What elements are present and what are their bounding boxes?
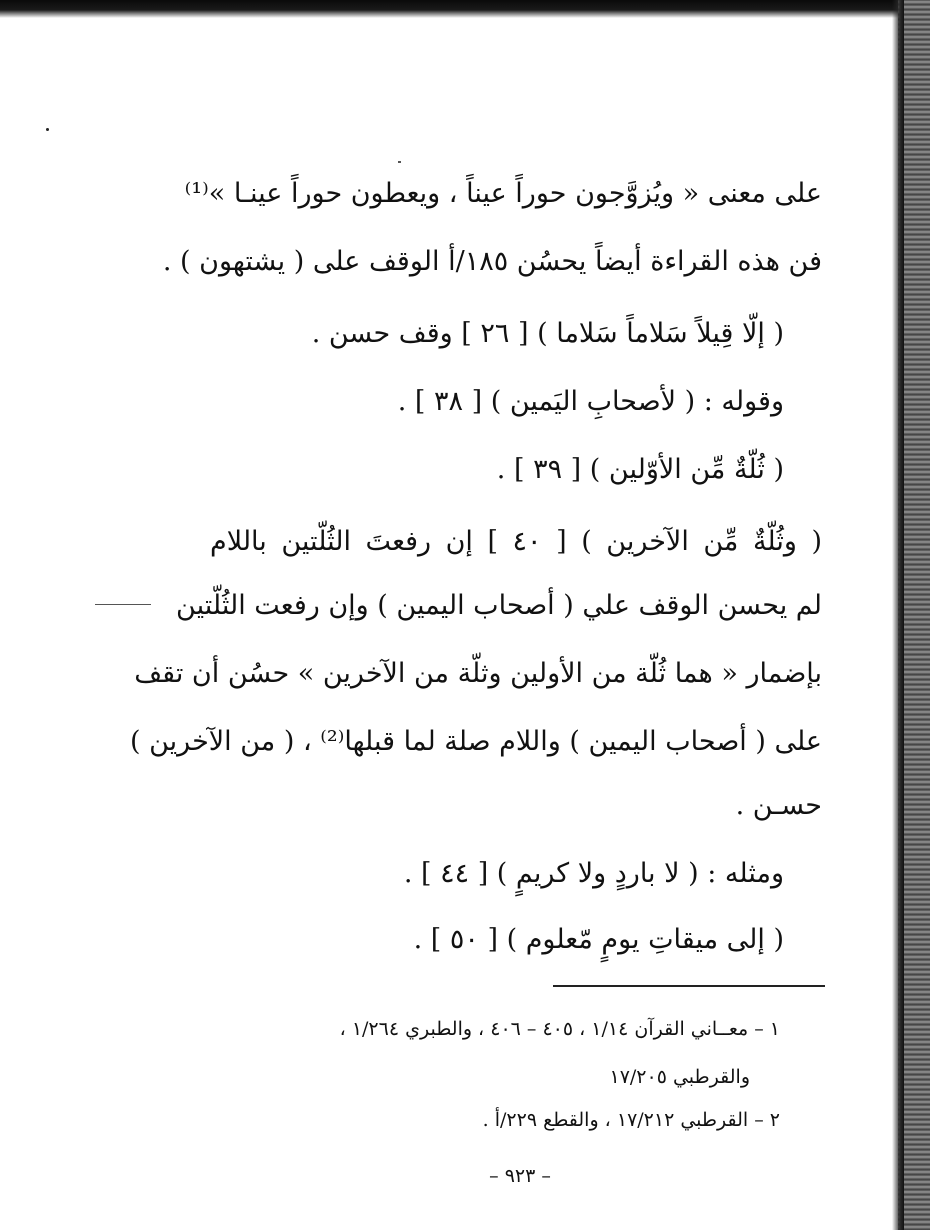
body-line-10: حسـن . [735,790,822,821]
body-line-12: ( إلى ميقاتِ يومٍ مّعلوم ) [ ٥٠ ] . [413,924,784,955]
footnote-1-continued: والقرطبي ١٧/٢٠٥ [609,1066,750,1088]
footnote-2: ٢ – القرطبي ١٧/٢١٢ ، والقطع ٢٢٩/أ . [482,1109,780,1131]
body-line-6: ( وثُلّةٌ مِّن الآخرين ) [ ٤٠ ] إن رفعتَ الثُلّتين باللام [210,526,822,557]
footnote-separator [553,985,825,987]
body-line-2: فن هذه القراءة أيضاً يحسُن ١٨٥/أ الوقف على ( يشتهون ) . [162,246,822,277]
body-line-7: لم يحسن الوقف علي ( أصحاب اليمين ) وإن رفعت الثُلّتين [176,590,822,621]
book-spine-shadow [892,0,904,1230]
body-line-11: ومثله : ( لا باردٍ ولا كريمٍ ) [ ٤٤ ] . [403,858,784,889]
body-line-3: ( إلّا قِيلاً سَلاماً سَلاما ) [ ٢٦ ] وقف حسن . [311,318,784,349]
scan-margin-mark [95,604,151,605]
body-line-1: على معنى « ويُزوَّجون حوراً عيناً ، ويعطون حوراً عينـا »⁽¹⁾ [184,178,822,209]
body-line-8: بإضمار « هما ثُلّة من الأولين وثلّة من الآخرين » حسُن أن تقف [134,658,822,689]
scan-speck [398,161,401,163]
footnote-1: ١ – معــاني القرآن ١/١٤ ، ٤٠٥ – ٤٠٦ ، والطبري ١/٢٦٤ ، [339,1018,780,1040]
body-line-5: ( ثُلّةٌ مِّن الأوّلين ) [ ٣٩ ] . [496,454,784,485]
page-number: – ٩٢٣ – [489,1165,551,1187]
scan-speck [46,128,49,131]
body-line-4: وقوله : ( لأصحابِ اليَمين ) [ ٣٨ ] . [397,386,784,417]
scan-top-edge [0,0,930,18]
body-line-9: على ( أصحاب اليمين ) واللام صلة لما قبلها⁽²⁾ ، ( من الآخرين ) [130,726,822,757]
